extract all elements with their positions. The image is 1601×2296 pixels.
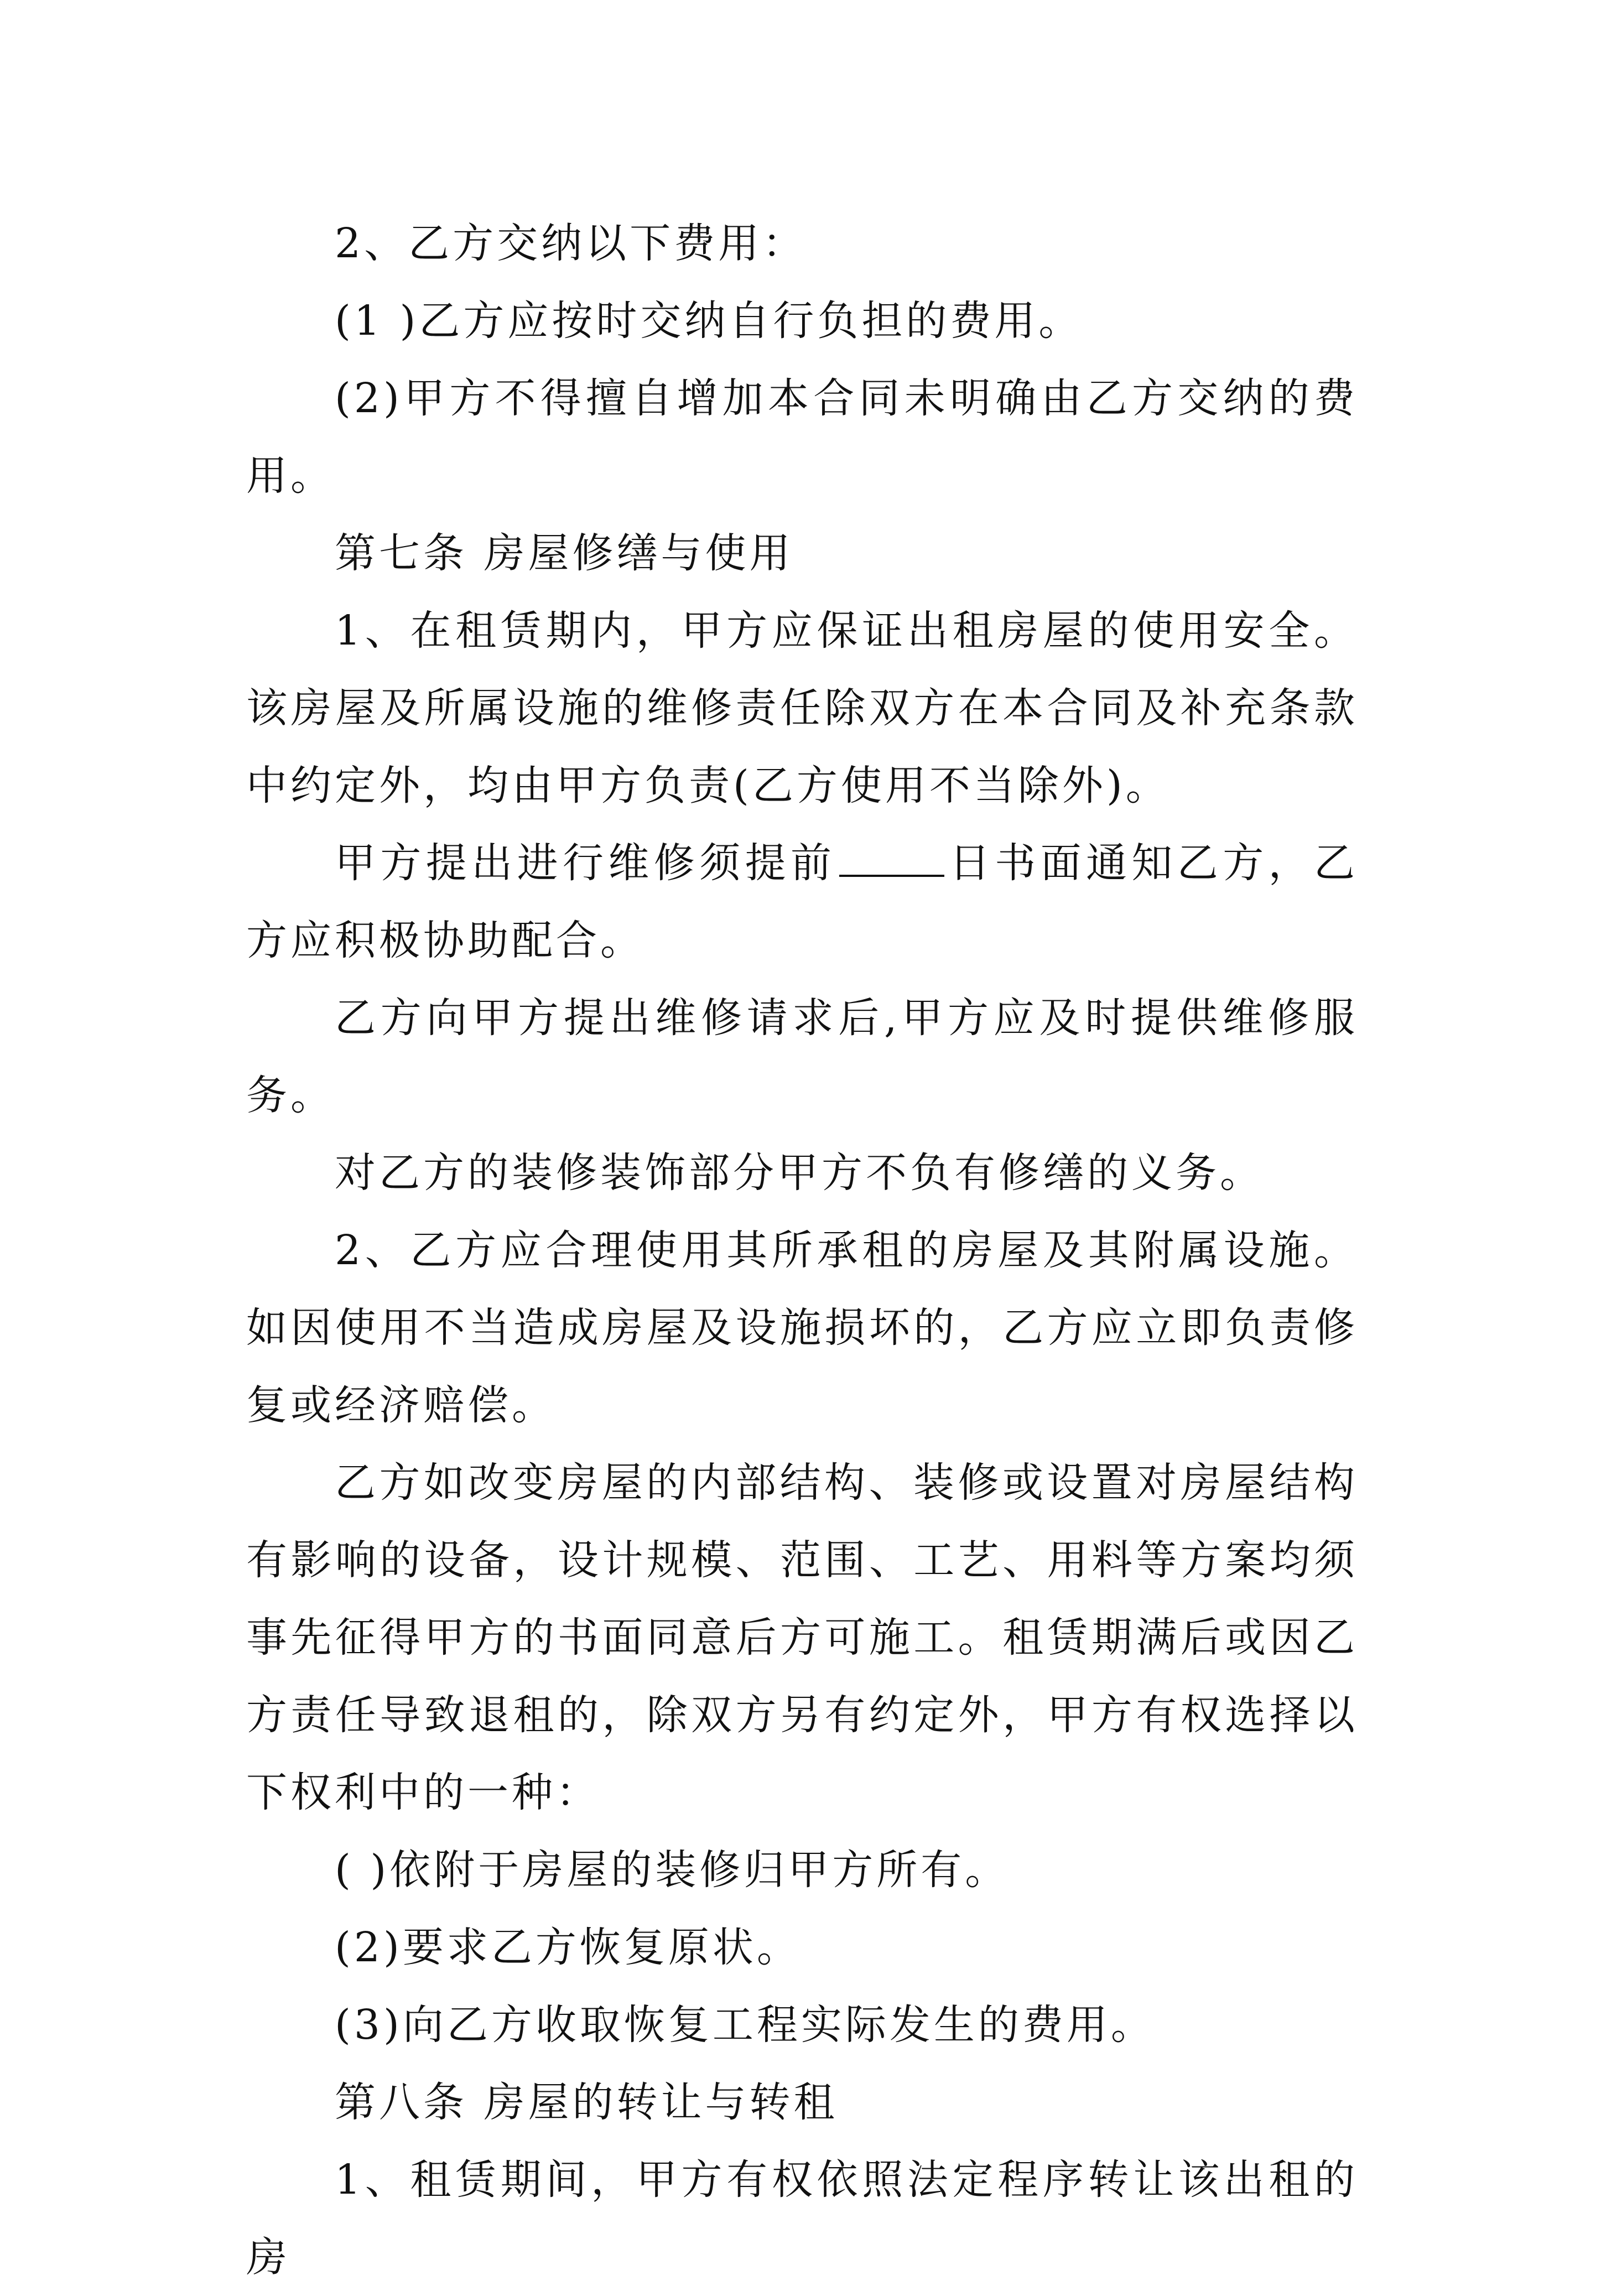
paragraph-repair-request: 乙方向甲方提出维修请求后,甲方应及时提供维修服务。 (246, 994, 1358, 1119)
paragraph-proper-use: 2、乙方应合理使用其所承租的房屋及其附属设施。如因使用不当造成房屋及设施损坏的，乙方应立即负责修复或经济赔偿。 (246, 1227, 1358, 1429)
paragraph-option-1: ( )依附于房屋的装修归甲方所有。 (335, 1846, 1010, 1894)
repair-notice-text-after: 日书面通知乙方，乙方应积极协助配合。 (246, 839, 1359, 964)
contract-text (246, 205, 1358, 2296)
paragraph-repair-notice (246, 824, 1358, 979)
paragraph-option-3: (3)向乙方收取恢复工程实际发生的费用。 (335, 2001, 1155, 2049)
article-8-heading: 第八条 房屋的转让与转租 (335, 2079, 838, 2126)
paragraph-fee-item-1: (1 )乙方应按时交纳自行负担的费用。 (335, 297, 1083, 345)
paragraph-fee-item-2: (2)甲方不得擅自增加本合同未明确由乙方交纳的费用。 (246, 375, 1358, 500)
paragraph-option-2: (2)要求乙方恢复原状。 (335, 1924, 801, 1971)
paragraph-repair-responsibility: 1、在租赁期内，甲方应保证出租房屋的使用安全。该房屋及所属设施的维修责任除双方在本合同及补充条款中约定外，均由甲方负责(乙方使用不当除外)。 (246, 607, 1358, 809)
paragraph-transfer: 1、租赁期间，甲方有权依照法定程序转让该出租的房 (246, 2156, 1358, 2281)
article-7-heading: 第七条 房屋修缮与使用 (335, 529, 794, 577)
blank-days-field (839, 841, 944, 877)
repair-notice-text-before: 甲方提出进行维修须提前 (335, 839, 836, 887)
paragraph-fees-heading: 2、乙方交纳以下费用： (335, 220, 807, 267)
paragraph-structure-change: 乙方如改变房屋的内部结构、装修或设置对房屋结构有影响的设备，设计规模、范围、工艺、用料等方案均须事先征得甲方的书面同意后方可施工。租赁期满后或因乙方责任导致退租的，除双方另有约定外，甲方有权选择以下权利中的一种： (246, 1459, 1358, 1816)
paragraph-decoration-duty: 对乙方的装修装饰部分甲方不负有修缮的义务。 (335, 1149, 1264, 1197)
